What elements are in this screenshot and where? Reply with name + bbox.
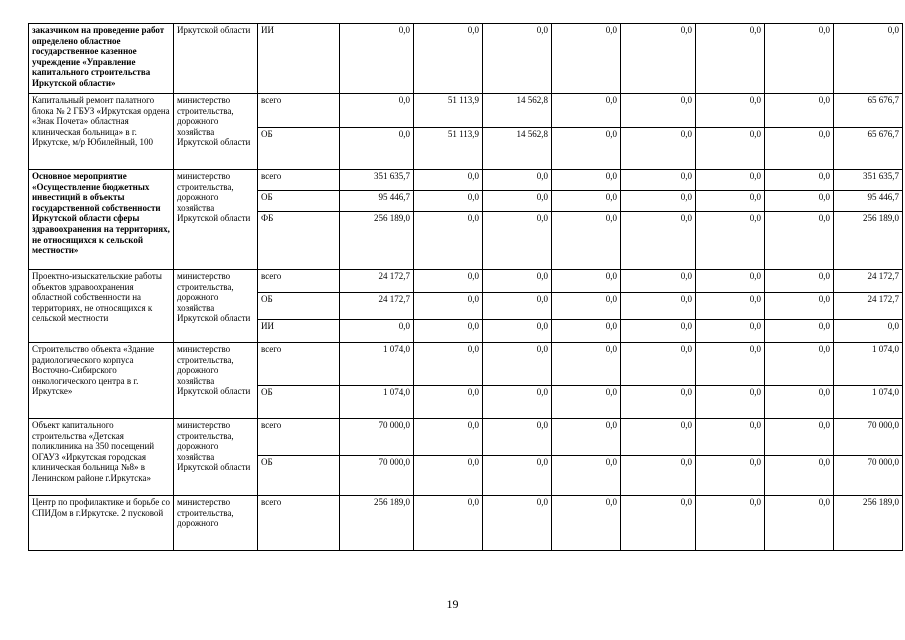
amount-cell: 70 000,0 [340, 419, 414, 456]
amount-cell: 14 562,8 [483, 128, 552, 170]
page-number: 19 [446, 597, 459, 611]
executor-cell: Иркутской области [174, 24, 258, 94]
amount-cell: 0,0 [552, 270, 621, 293]
amount-cell: 0,0 [483, 456, 552, 496]
amount-cell: 0,0 [621, 419, 696, 456]
amount-cell: 0,0 [414, 456, 483, 496]
amount-cell: 0,0 [340, 128, 414, 170]
amount-cell: 0,0 [552, 343, 621, 386]
table-row [29, 343, 903, 386]
amount-cell: 0,0 [414, 419, 483, 456]
amount-cell: 0,0 [765, 191, 834, 212]
amount-cell: 0,0 [696, 270, 765, 293]
funding-source-cell: всего [258, 270, 340, 293]
amount-cell: 70 000,0 [834, 419, 903, 456]
amount-cell: 0,0 [621, 212, 696, 270]
amount-cell: 1 074,0 [340, 343, 414, 386]
measure-name-cell: Капитальный ремонт палатного блока № 2 ГБУЗ «Иркутская ордена «Знак Почета» областная клиническая больница» в г. Иркутске, м/р Юбилейный, 100 [29, 94, 174, 170]
amount-cell: 0,0 [621, 293, 696, 320]
amount-cell: 0,0 [414, 343, 483, 386]
table-row [29, 496, 903, 551]
amount-cell: 51 113,9 [414, 94, 483, 128]
amount-cell: 0,0 [340, 94, 414, 128]
measure-name-cell: Центр по профилактике и борьбе со СПИДом в г.Иркутске. 2 пусковой [29, 496, 174, 551]
amount-cell: 0,0 [696, 496, 765, 551]
funding-source-cell: ОБ [258, 293, 340, 320]
amount-cell: 0,0 [696, 94, 765, 128]
amount-cell: 0,0 [552, 212, 621, 270]
funding-source-cell: всего [258, 170, 340, 191]
amount-cell: 14 562,8 [483, 94, 552, 128]
amount-cell: 0,0 [414, 170, 483, 191]
amount-cell: 0,0 [414, 293, 483, 320]
amount-cell: 0,0 [483, 386, 552, 419]
executor-cell: министерство строительства, дорожного хозяйства Иркутской области [174, 419, 258, 496]
amount-cell: 65 676,7 [834, 94, 903, 128]
amount-cell: 0,0 [483, 212, 552, 270]
amount-cell: 0,0 [765, 293, 834, 320]
amount-cell: 0,0 [414, 320, 483, 343]
amount-cell: 0,0 [552, 128, 621, 170]
executor-cell: министерство строительства, дорожного [174, 496, 258, 551]
amount-cell: 351 635,7 [834, 170, 903, 191]
amount-cell: 0,0 [765, 320, 834, 343]
amount-cell: 95 446,7 [340, 191, 414, 212]
funding-source-cell: ОБ [258, 128, 340, 170]
amount-cell: 0,0 [765, 212, 834, 270]
funding-source-cell: всего [258, 419, 340, 456]
amount-cell: 65 676,7 [834, 128, 903, 170]
amount-cell: 0,0 [765, 456, 834, 496]
measure-name-cell: Проектно-изыскательские работы объектов здравоохранения областной собственности на территориях, не относящихся к сельской местности [29, 270, 174, 343]
table-row [29, 270, 903, 293]
amount-cell: 256 189,0 [834, 496, 903, 551]
amount-cell: 0,0 [414, 24, 483, 94]
amount-cell: 0,0 [765, 386, 834, 419]
amount-cell: 0,0 [834, 320, 903, 343]
amount-cell: 0,0 [621, 128, 696, 170]
amount-cell: 256 189,0 [834, 212, 903, 270]
amount-cell: 351 635,7 [340, 170, 414, 191]
amount-cell: 0,0 [696, 128, 765, 170]
amount-cell: 0,0 [696, 343, 765, 386]
budget-table [28, 23, 903, 551]
amount-cell: 0,0 [696, 320, 765, 343]
amount-cell: 24 172,7 [834, 293, 903, 320]
amount-cell: 0,0 [552, 191, 621, 212]
amount-cell: 0,0 [765, 24, 834, 94]
amount-cell: 24 172,7 [834, 270, 903, 293]
measure-name-cell: Объект капитального строительства «Детская поликлиника на 350 посещений ОГАУЗ «Иркутская городская клиническая больница №8» в Ленинском районе г.Иркутска» [29, 419, 174, 496]
amount-cell: 0,0 [483, 419, 552, 456]
table-body [29, 24, 903, 551]
amount-cell: 0,0 [621, 170, 696, 191]
amount-cell: 0,0 [621, 456, 696, 496]
funding-source-cell: ОБ [258, 456, 340, 496]
amount-cell: 51 113,9 [414, 128, 483, 170]
funding-source-cell: всего [258, 94, 340, 128]
table-row [29, 94, 903, 128]
amount-cell: 0,0 [621, 24, 696, 94]
amount-cell: 0,0 [552, 94, 621, 128]
amount-cell: 0,0 [552, 386, 621, 419]
amount-cell: 0,0 [696, 419, 765, 456]
amount-cell: 0,0 [414, 212, 483, 270]
amount-cell: 0,0 [483, 496, 552, 551]
amount-cell: 0,0 [483, 320, 552, 343]
executor-cell: министерство строительства, дорожного хозяйства Иркутской области [174, 94, 258, 170]
amount-cell: 0,0 [765, 343, 834, 386]
amount-cell: 0,0 [483, 270, 552, 293]
amount-cell: 1 074,0 [340, 386, 414, 419]
table-row [29, 419, 903, 456]
amount-cell: 0,0 [765, 419, 834, 456]
funding-source-cell: ИИ [258, 320, 340, 343]
amount-cell: 0,0 [765, 496, 834, 551]
amount-cell: 0,0 [765, 128, 834, 170]
amount-cell: 0,0 [483, 170, 552, 191]
amount-cell: 256 189,0 [340, 212, 414, 270]
table-row [29, 170, 903, 191]
amount-cell: 0,0 [621, 270, 696, 293]
amount-cell: 0,0 [765, 270, 834, 293]
amount-cell: 0,0 [621, 320, 696, 343]
amount-cell: 0,0 [414, 191, 483, 212]
amount-cell: 24 172,7 [340, 270, 414, 293]
measure-name-cell: заказчиком на проведение работ определено областное государственное казенное учреждение «Управление капитального строительства Иркутской области» [29, 24, 174, 94]
funding-source-cell: всего [258, 343, 340, 386]
amount-cell: 70 000,0 [340, 456, 414, 496]
amount-cell: 0,0 [552, 419, 621, 456]
measure-name-cell: Строительство объекта «Здание радиологического корпуса Восточно-Сибирского онкологического центра в г. Иркутске» [29, 343, 174, 419]
funding-source-cell: всего [258, 496, 340, 551]
amount-cell: 0,0 [414, 386, 483, 419]
amount-cell: 0,0 [552, 320, 621, 343]
amount-cell: 0,0 [696, 24, 765, 94]
funding-source-cell: ОБ [258, 191, 340, 212]
amount-cell: 0,0 [696, 293, 765, 320]
amount-cell: 0,0 [552, 24, 621, 94]
amount-cell: 0,0 [552, 170, 621, 191]
amount-cell: 0,0 [552, 496, 621, 551]
amount-cell: 0,0 [340, 24, 414, 94]
amount-cell: 0,0 [414, 496, 483, 551]
amount-cell: 0,0 [765, 170, 834, 191]
amount-cell: 0,0 [483, 293, 552, 320]
amount-cell: 0,0 [696, 212, 765, 270]
executor-cell: министерство строительства, дорожного хозяйства Иркутской области [174, 170, 258, 270]
table-row [29, 24, 903, 94]
amount-cell: 0,0 [621, 343, 696, 386]
amount-cell: 0,0 [696, 386, 765, 419]
amount-cell: 70 000,0 [834, 456, 903, 496]
amount-cell: 0,0 [696, 456, 765, 496]
amount-cell: 0,0 [340, 320, 414, 343]
measure-name-cell: Основное мероприятие «Осуществление бюджетных инвестиций в объекты государственной собственности Иркутской области сферы здравоохранения на территориях, не относящихся к сельской местности» [29, 170, 174, 270]
funding-source-cell: ФБ [258, 212, 340, 270]
amount-cell: 0,0 [483, 24, 552, 94]
amount-cell: 0,0 [414, 270, 483, 293]
amount-cell: 0,0 [765, 94, 834, 128]
amount-cell: 24 172,7 [340, 293, 414, 320]
funding-source-cell: ИИ [258, 24, 340, 94]
amount-cell: 0,0 [483, 191, 552, 212]
amount-cell: 1 074,0 [834, 386, 903, 419]
executor-cell: министерство строительства, дорожного хозяйства Иркутской области [174, 270, 258, 343]
amount-cell: 256 189,0 [340, 496, 414, 551]
amount-cell: 0,0 [621, 94, 696, 128]
executor-cell: министерство строительства, дорожного хозяйства Иркутской области [174, 343, 258, 419]
amount-cell: 0,0 [621, 496, 696, 551]
amount-cell: 0,0 [621, 191, 696, 212]
amount-cell: 0,0 [696, 170, 765, 191]
amount-cell: 0,0 [483, 343, 552, 386]
amount-cell: 95 446,7 [834, 191, 903, 212]
amount-cell: 0,0 [552, 456, 621, 496]
amount-cell: 0,0 [696, 191, 765, 212]
amount-cell: 0,0 [834, 24, 903, 94]
amount-cell: 1 074,0 [834, 343, 903, 386]
amount-cell: 0,0 [552, 293, 621, 320]
funding-source-cell: ОБ [258, 386, 340, 419]
amount-cell: 0,0 [621, 386, 696, 419]
